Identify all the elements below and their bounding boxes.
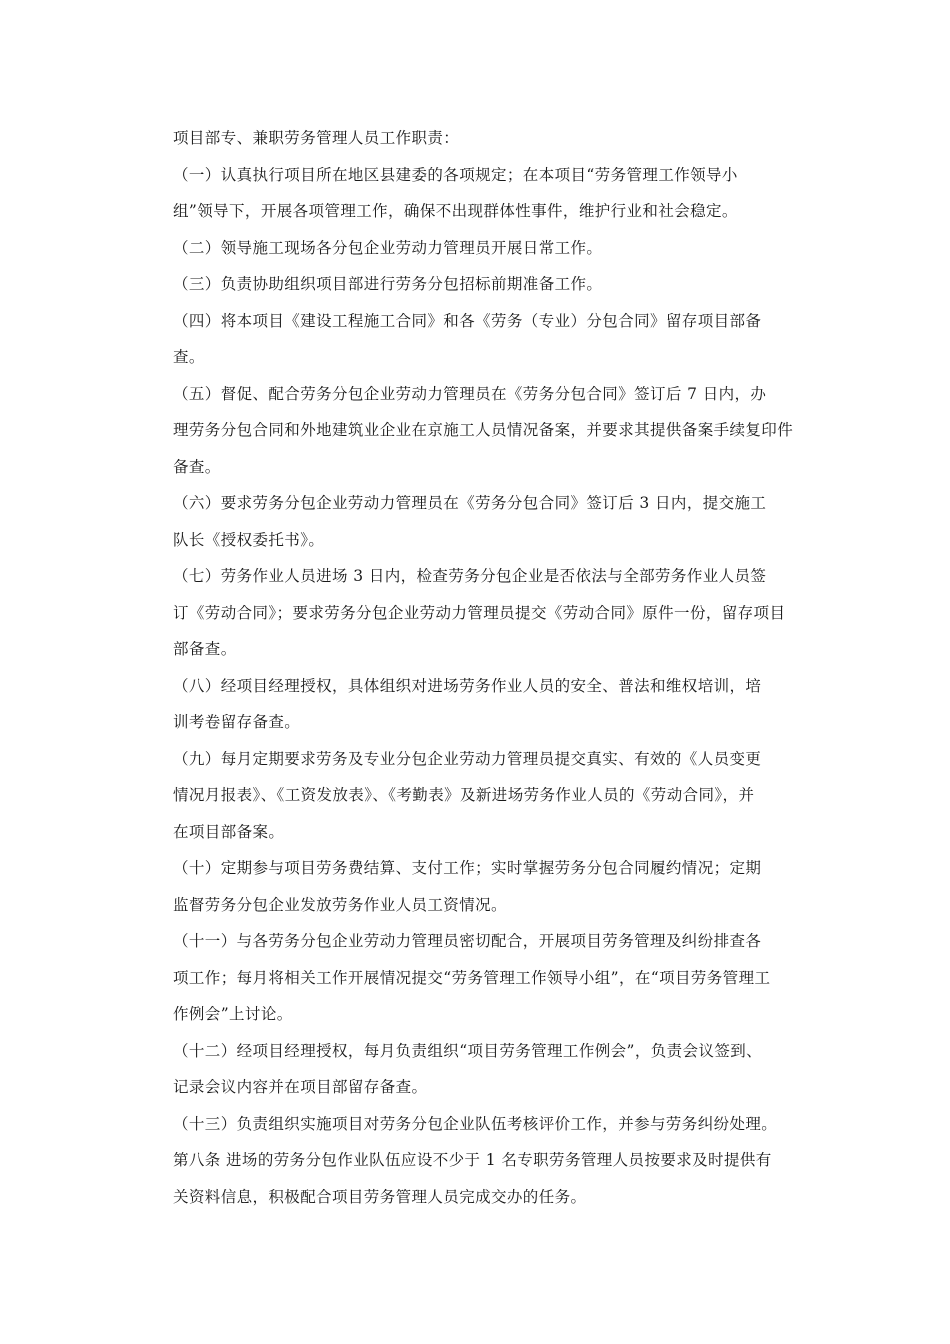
text-line: 项工作；每月将相关工作开展情况提交“劳务管理工作领导小组”，在“项目劳务管理工 bbox=[173, 968, 771, 987]
text-line: 项目部专、兼职劳务管理人员工作职责： bbox=[173, 129, 460, 147]
text-line: 监督劳务分包企业发放劳务作业人员工资情况。 bbox=[173, 895, 507, 914]
paragraph bbox=[142, 376, 812, 486]
text-line: 记录会议内容并在项目部留存备查。 bbox=[173, 1078, 428, 1096]
text-line: 情况月报表》、《工资发放表》、《考勤表》及新进场劳务作业人员的《劳动合同》，并 bbox=[173, 786, 755, 804]
text-line: 作例会”上讨论。 bbox=[173, 1005, 293, 1023]
paragraph bbox=[142, 850, 812, 923]
text-line: （九）每月定期要求劳务及专业分包企业劳动力管理员提交真实、有效的《人员变更 bbox=[173, 749, 762, 768]
text-line: （一）认真执行项目所在地区县建委的各项规定；在本项目“劳务管理工作领导小 bbox=[173, 165, 738, 184]
text-line: 第八条 进场的劳务分包作业队伍应设不少于 1 名专职劳务管理人员按要求及时提供有 bbox=[173, 1151, 772, 1169]
paragraph bbox=[142, 1142, 812, 1215]
text-line: （十三）负责组织实施项目对劳务分包企业队伍考核评价工作，并参与劳务纠纷处理。 bbox=[173, 1114, 778, 1133]
text-line: 部备查。 bbox=[173, 640, 237, 658]
text-line: 训考卷留存备查。 bbox=[173, 713, 301, 731]
text-line: （五）督促、配合劳务分包企业劳动力管理员在《劳务分包合同》签订后 7 日内，办 bbox=[173, 384, 767, 403]
text-line: 理劳务分包合同和外地建筑业企业在京施工人员情况备案，并要求其提供备案手续复印件 bbox=[173, 421, 794, 439]
text-line: 在项目部备案。 bbox=[173, 822, 285, 841]
paragraph bbox=[142, 558, 812, 668]
text-line: 备查。 bbox=[173, 457, 221, 476]
paragraph bbox=[142, 1106, 812, 1143]
text-line: 队长《授权委托书》。 bbox=[173, 530, 325, 549]
text-line: 查。 bbox=[173, 348, 205, 366]
text-line: （三）负责协助组织项目部进行劳务分包招标前期准备工作。 bbox=[173, 275, 603, 293]
paragraph bbox=[142, 741, 812, 851]
paragraph bbox=[142, 1033, 812, 1106]
text-line: （六）要求劳务分包企业劳动力管理员在《劳务分包合同》签订后 3 日内，提交施工 bbox=[173, 494, 767, 512]
paragraph bbox=[142, 303, 812, 376]
text-line: （十二）经项目经理授权，每月负责组织“项目劳务管理工作例会”，负责会议签到、 bbox=[173, 1041, 763, 1060]
text-line: 组”领导下，开展各项管理工作，确保不出现群体性事件，维护行业和社会稳定。 bbox=[173, 202, 738, 220]
text-line: 关资料信息，积极配合项目劳务管理人员完成交办的任务。 bbox=[173, 1187, 587, 1206]
paragraph bbox=[142, 230, 812, 267]
paragraph bbox=[142, 668, 812, 741]
paragraph bbox=[142, 266, 812, 303]
text-line: （十）定期参与项目劳务费结算、支付工作；实时掌握劳务分包合同履约情况；定期 bbox=[173, 859, 762, 877]
paragraph bbox=[142, 485, 812, 558]
text-line: （七）劳务作业人员进场 3 日内，检查劳务分包企业是否依法与全部劳务作业人员签 bbox=[173, 567, 767, 585]
document-body bbox=[142, 120, 812, 1215]
text-line: 订《劳动合同》；要求劳务分包企业劳动力管理员提交《劳动合同》原件一份，留存项目 bbox=[173, 603, 786, 622]
paragraph bbox=[142, 923, 812, 1033]
text-line: （八）经项目经理授权，具体组织对进场劳务作业人员的安全、普法和维权培训，培 bbox=[173, 676, 762, 695]
paragraph bbox=[142, 120, 812, 157]
text-line: （十一）与各劳务分包企业劳动力管理员密切配合，开展项目劳务管理及纠纷排查各 bbox=[173, 932, 762, 950]
text-line: （二）领导施工现场各分包企业劳动力管理员开展日常工作。 bbox=[173, 238, 603, 257]
text-line: （四）将本项目《建设工程施工合同》和各《劳务（专业）分包合同》留存项目部备 bbox=[173, 311, 762, 330]
paragraph bbox=[142, 157, 812, 230]
